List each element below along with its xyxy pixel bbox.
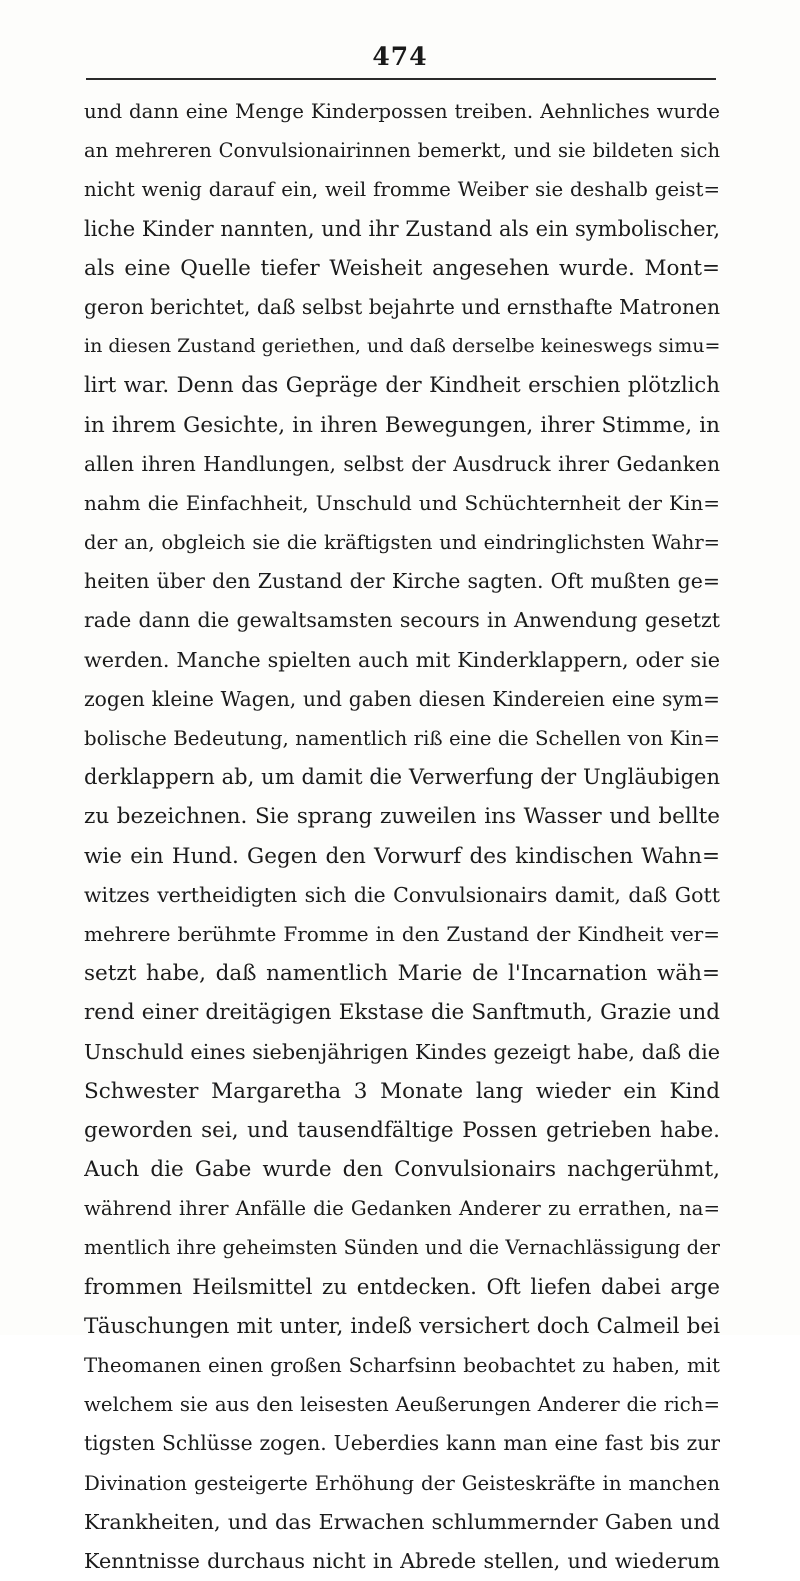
text-line: allen ihren Handlungen, selbst der Ausdruck ihrer Gedanken <box>84 451 720 476</box>
text-line: frommen Heilsmittel zu entdecken. Oft liefen dabei arge <box>84 1274 720 1300</box>
text-line: liche Kinder nannten, und ihr Zustand als ein symbolischer, <box>84 216 720 241</box>
text-line: an mehreren Convulsionairinnen bemerkt, und sie bildeten sich <box>84 139 720 163</box>
text-line: in ihrem Gesichte, in ihren Bewegungen, ihrer Stimme, in <box>84 412 720 438</box>
text-line: während ihrer Anfälle die Gedanken Anderer zu errathen, na= <box>84 1197 720 1221</box>
text-line: rade dann die gewaltsamsten secours in Anwendung gesetzt <box>84 608 720 633</box>
text-line: heiten über den Zustand der Kirche sagten. Oft mußten ge= <box>84 569 720 594</box>
text-line: geworden sei, und tausendfältige Possen getrieben habe. <box>84 1117 720 1143</box>
page-number: 474 <box>372 42 428 71</box>
text-line: bolische Bedeutung, namentlich riß eine die Schellen von Kin= <box>84 727 720 750</box>
text-line: tigsten Schlüsse zogen. Ueberdies kann man eine fast bis zur <box>84 1431 720 1456</box>
text-line: wie ein Hund. Gegen den Vorwurf des kindischen Wahn= <box>84 843 720 869</box>
text-line: Täuschungen mit unter, indeß versichert doch Calmeil bei <box>84 1313 720 1339</box>
text-line: Krankheiten, und das Erwachen schlummernder Gaben und <box>84 1509 720 1534</box>
text-line: Auch die Gabe wurde den Convulsionairs nachgerühmt, <box>84 1157 720 1183</box>
text-line: Kenntnisse durchaus nicht in Abrede stellen, und wiederum <box>84 1548 720 1573</box>
text-line: rend einer dreitägigen Ekstase die Sanftmuth, Grazie und <box>84 1000 720 1026</box>
text-line: Schwester Margaretha 3 Monate lang wieder ein Kind <box>84 1078 720 1104</box>
text-line: zu bezeichnen. Sie sprang zuweilen ins Wasser und bellte <box>84 804 720 830</box>
text-line: mentlich ihre geheimsten Sünden und die Vernachlässigung der <box>84 1236 720 1260</box>
header-rule <box>86 78 716 80</box>
text-line: als eine Quelle tiefer Weisheit angesehen wurde. Mont= <box>84 255 720 281</box>
text-line: nahm die Einfachheit, Unschuld und Schüchternheit der Kin= <box>84 490 720 515</box>
body-text <box>84 92 720 1581</box>
text-line: der an, obgleich sie die kräftigsten und eindringlichsten Wahr= <box>84 531 720 555</box>
text-line: Theomanen einen großen Scharfsinn beobachtet zu haben, mit <box>84 1354 720 1377</box>
text-line: zogen kleine Wagen, und gaben diesen Kindereien eine sym= <box>84 686 720 711</box>
text-line: derklappern ab, um damit die Verwerfung der Ungläubigen <box>84 765 720 790</box>
text-line: geron berichtet, daß selbst bejahrte und ernsthafte Matronen <box>84 294 720 319</box>
text-line: setzt habe, daß namentlich Marie de l'Incarnation wäh= <box>84 961 720 987</box>
text-line: witzes vertheidigten sich die Convulsionairs damit, daß Gott <box>84 882 720 907</box>
text-line: lirt war. Denn das Gepräge der Kindheit erschien plötzlich <box>84 373 720 399</box>
text-line: in diesen Zustand geriethen, und daß derselbe keineswegs simu= <box>84 335 720 358</box>
text-line: nicht wenig darauf ein, weil fromme Weiber sie deshalb geist= <box>84 178 720 202</box>
text-line: mehrere berühmte Fromme in den Zustand der Kindheit ver= <box>84 921 720 946</box>
text-line: werden. Manche spielten auch mit Kinderklappern, oder sie <box>84 647 720 672</box>
text-line: welchem sie aus den leisesten Aeußerungen Anderer die rich= <box>84 1393 720 1417</box>
text-line: und dann eine Menge Kinderpossen treiben. Aehnliches wurde <box>84 100 720 123</box>
text-line: Divination gesteigerte Erhöhung der Geisteskräfte in manchen <box>84 1471 720 1495</box>
text-line: Unschuld eines siebenjährigen Kindes gezeigt habe, daß die <box>84 1039 720 1064</box>
